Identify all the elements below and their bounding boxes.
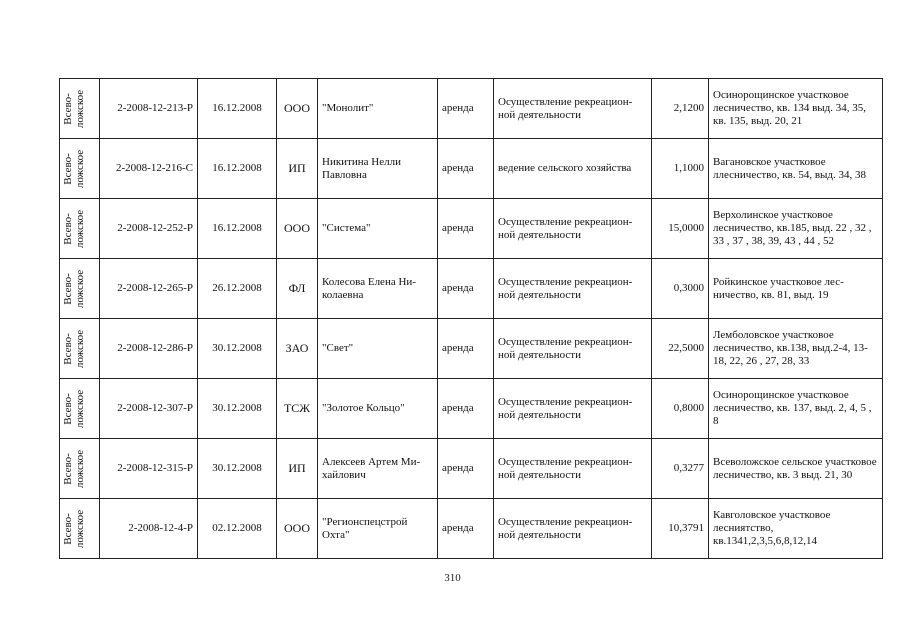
registration-number-cell: 2-2008-12-286-Р <box>100 319 198 379</box>
tenant-name-cell: "Система" <box>318 199 438 259</box>
tenant-name-cell: "Регионспецстрой Охта" <box>318 499 438 559</box>
date-cell: 16.12.2008 <box>198 139 277 199</box>
legal-form-cell: ООО <box>277 499 318 559</box>
location-cell: Осинорощинское участковое лесничество, кв. 134 выд. 34, 35, кв. 135, выд. 20, 21 <box>709 79 883 139</box>
location-cell: Осинорощинское участковое лесничество, кв. 137, выд. 2, 4, 5 , 8 <box>709 379 883 439</box>
district-label: Всево- ложское <box>62 269 86 308</box>
purpose-cell: Осуществление рекреацион-ной деятельности <box>494 79 652 139</box>
legal-form-cell: ООО <box>277 199 318 259</box>
table-row <box>60 319 883 379</box>
purpose-cell: ведение сельского хозяйства <box>494 139 652 199</box>
table-row <box>60 499 883 559</box>
location-cell: Лемболовское участковое лесничество, кв.138, выд.2-4, 13-18, 22, 26 , 27, 28, 33 <box>709 319 883 379</box>
legal-form-cell: ЗАО <box>277 319 318 379</box>
table-row <box>60 379 883 439</box>
date-cell: 02.12.2008 <box>198 499 277 559</box>
area-cell: 10,3791 <box>652 499 709 559</box>
area-cell: 0,3277 <box>652 439 709 499</box>
area-cell: 0,8000 <box>652 379 709 439</box>
page-number: 310 <box>444 572 461 584</box>
registration-number-cell: 2-2008-12-307-Р <box>100 379 198 439</box>
area-cell: 2,1200 <box>652 79 709 139</box>
location-cell: Кавголовское участковое лесниятство, кв.1341,2,3,5,6,8,12,14 <box>709 499 883 559</box>
use-type-cell: аренда <box>438 259 494 319</box>
district-cell <box>60 199 100 259</box>
location-cell: Верхолинское участковое лесничество, кв.185, выд. 22 , 32 , 33 , 37 , 38, 39, 43 , 44 , 52 <box>709 199 883 259</box>
table-row <box>60 199 883 259</box>
purpose-cell: Осуществление рекреацион-ной деятельности <box>494 499 652 559</box>
district-label: Всево- ложское <box>62 329 86 368</box>
purpose-cell: Осуществление рекреацион-ной деятельности <box>494 439 652 499</box>
legal-form-cell: ООО <box>277 79 318 139</box>
district-cell <box>60 319 100 379</box>
area-cell: 15,0000 <box>652 199 709 259</box>
use-type-cell: аренда <box>438 439 494 499</box>
district-cell <box>60 499 100 559</box>
legal-form-cell: ИП <box>277 139 318 199</box>
registration-number-cell: 2-2008-12-213-Р <box>100 79 198 139</box>
location-cell: Ройкинское участковое лес-ничество, кв. 81, выд. 19 <box>709 259 883 319</box>
use-type-cell: аренда <box>438 319 494 379</box>
district-label: Всево- ложское <box>62 149 86 188</box>
tenant-name-cell: "Монолит" <box>318 79 438 139</box>
tenant-name-cell: Алексеев Артем Ми-хайлович <box>318 439 438 499</box>
district-cell <box>60 79 100 139</box>
registration-number-cell: 2-2008-12-265-Р <box>100 259 198 319</box>
district-label: Всево- ложское <box>62 389 86 428</box>
date-cell: 30.12.2008 <box>198 319 277 379</box>
tenant-name-cell: "Свет" <box>318 319 438 379</box>
use-type-cell: аренда <box>438 199 494 259</box>
area-cell: 1,1000 <box>652 139 709 199</box>
registration-number-cell: 2-2008-12-315-Р <box>100 439 198 499</box>
use-type-cell: аренда <box>438 499 494 559</box>
table-row <box>60 139 883 199</box>
district-label: Всево- ложское <box>62 209 86 248</box>
use-type-cell: аренда <box>438 79 494 139</box>
location-cell: Вагановское участковое ллесничество, кв. 54, выд. 34, 38 <box>709 139 883 199</box>
registration-number-cell: 2-2008-12-4-Р <box>100 499 198 559</box>
date-cell: 26.12.2008 <box>198 259 277 319</box>
district-label: Всево- ложское <box>62 89 86 128</box>
table-row <box>60 79 883 139</box>
tenant-name-cell: Никитина Нелли Павловна <box>318 139 438 199</box>
registry-table <box>59 78 883 559</box>
date-cell: 30.12.2008 <box>198 379 277 439</box>
purpose-cell: Осуществление рекреацион-ной деятельности <box>494 379 652 439</box>
purpose-cell: Осуществление рекреацион-ной деятельности <box>494 259 652 319</box>
legal-form-cell: ТСЖ <box>277 379 318 439</box>
date-cell: 16.12.2008 <box>198 199 277 259</box>
purpose-cell: Осуществление рекреацион-ной деятельности <box>494 199 652 259</box>
district-cell <box>60 259 100 319</box>
registration-number-cell: 2-2008-12-216-С <box>100 139 198 199</box>
use-type-cell: аренда <box>438 379 494 439</box>
table-row <box>60 439 883 499</box>
purpose-cell: Осуществление рекреацион-ной деятельности <box>494 319 652 379</box>
date-cell: 30.12.2008 <box>198 439 277 499</box>
district-label: Всево- ложское <box>62 509 86 548</box>
tenant-name-cell: Колесова Елена Ни-колаевна <box>318 259 438 319</box>
area-cell: 0,3000 <box>652 259 709 319</box>
legal-form-cell: ФЛ <box>277 259 318 319</box>
table-row <box>60 259 883 319</box>
area-cell: 22,5000 <box>652 319 709 379</box>
district-cell <box>60 379 100 439</box>
legal-form-cell: ИП <box>277 439 318 499</box>
use-type-cell: аренда <box>438 139 494 199</box>
tenant-name-cell: "Золотое Кольцо" <box>318 379 438 439</box>
date-cell: 16.12.2008 <box>198 79 277 139</box>
location-cell: Всеволожское сельское участковое лесничество, кв. 3 выд. 21, 30 <box>709 439 883 499</box>
district-cell <box>60 439 100 499</box>
registration-number-cell: 2-2008-12-252-Р <box>100 199 198 259</box>
district-label: Всево- ложское <box>62 449 86 488</box>
district-cell <box>60 139 100 199</box>
